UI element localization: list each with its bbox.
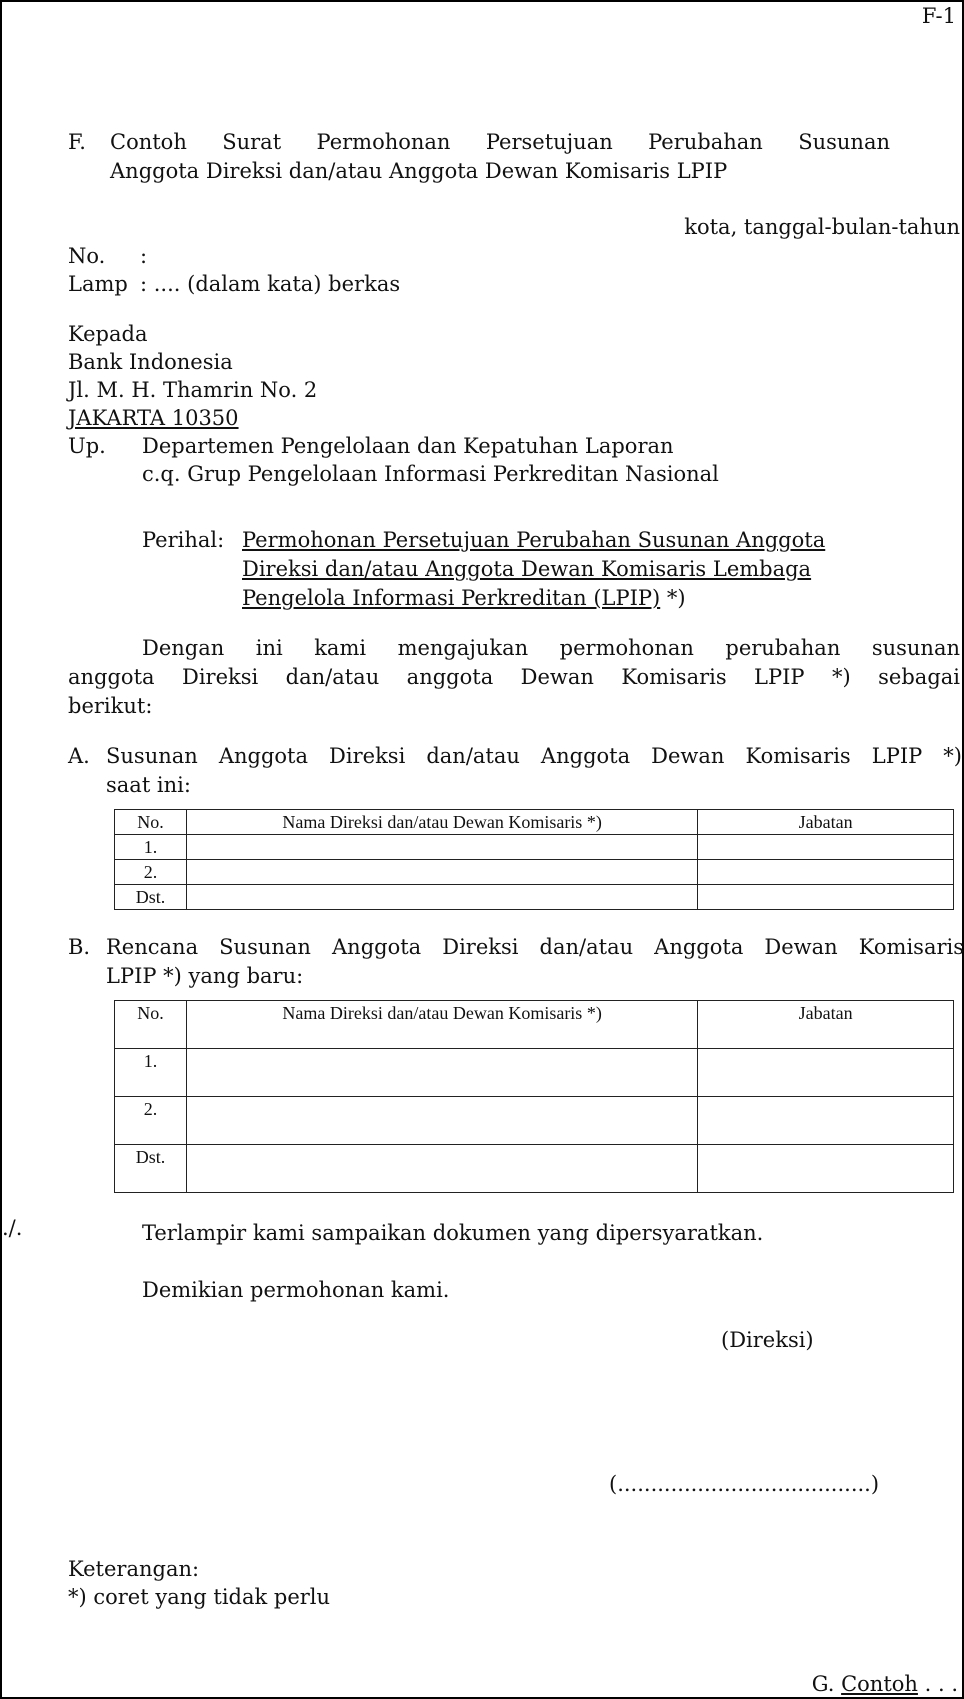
heading-letter: F. (68, 130, 86, 154)
recipient-city: JAKARTA 10350 (68, 406, 239, 430)
place-date: kota, tanggal-bulan-tahun (684, 215, 960, 239)
subject-label: Perihal: (142, 528, 225, 552)
subject-mark: *) (660, 586, 686, 610)
page-label: F-1 (921, 4, 956, 28)
subject-line-3: Pengelola Informasi Perkreditan (LPIP) (242, 586, 661, 610)
heading-line-1: Contoh Surat Permohonan Persetujuan Perubahan Susunan (110, 130, 890, 154)
subject-line-1: Permohonan Persetujuan Perubahan Susunan Anggota (242, 528, 826, 552)
current-board-table (114, 809, 954, 910)
table-header-row (115, 810, 954, 835)
row-number: Dst. (115, 1145, 187, 1193)
attached-text: Terlampir kami sampaikan dokumen yang dipersyaratkan. (142, 1221, 764, 1245)
position-cell[interactable] (698, 1097, 954, 1145)
row-number: 1. (115, 835, 187, 860)
row-number: 1. (115, 1049, 187, 1097)
signer: (Direksi) (721, 1328, 814, 1352)
table-row (115, 885, 954, 910)
table-row (115, 835, 954, 860)
section-b-line-2: LPIP *) yang baru: (106, 964, 304, 988)
recipient-cq: c.q. Grup Pengelolaan Informasi Perkreditan Nasional (142, 462, 719, 486)
header-name: Nama Direksi dan/atau Dewan Komisaris *) (186, 810, 697, 835)
position-cell[interactable] (698, 1145, 954, 1193)
attachment-label: Lamp (68, 272, 128, 296)
section-a-line-2: saat ini: (106, 773, 191, 797)
table-row (115, 1097, 954, 1145)
recipient-up-label: Up. (68, 434, 106, 458)
table-row (115, 1049, 954, 1097)
margin-mark: ./. (2, 1216, 23, 1240)
name-cell[interactable] (186, 860, 697, 885)
intro-line-3: berikut: (68, 694, 153, 718)
recipient-street: Jl. M. H. Thamrin No. 2 (68, 378, 318, 402)
header-name: Nama Direksi dan/atau Dewan Komisaris *) (186, 1001, 697, 1049)
header-no: No. (115, 810, 187, 835)
recipient-name: Bank Indonesia (68, 350, 233, 374)
subject-line-3-wrap (242, 584, 686, 612)
name-cell[interactable] (186, 835, 697, 860)
notes-label: Keterangan: (68, 1557, 200, 1581)
row-number: Dst. (115, 885, 187, 910)
recipient-up-value: Departemen Pengelolaan dan Kepatuhan Laporan (142, 434, 674, 458)
table-row (115, 1145, 954, 1193)
notes-text: *) coret yang tidak perlu (68, 1585, 331, 1609)
table-row (115, 860, 954, 885)
heading-line-2: Anggota Direksi dan/atau Anggota Dewan Komisaris LPIP (110, 159, 728, 183)
position-cell[interactable] (698, 885, 954, 910)
name-cell[interactable] (186, 1097, 697, 1145)
name-cell[interactable] (186, 1145, 697, 1193)
row-number: 2. (115, 860, 187, 885)
row-number: 2. (115, 1097, 187, 1145)
next-letter: G. (811, 1672, 835, 1696)
position-cell[interactable] (698, 1049, 954, 1097)
name-cell[interactable] (186, 1049, 697, 1097)
intro-line-2: anggota Direksi dan/atau anggota Dewan Komisaris LPIP *) sebagai (68, 665, 960, 689)
position-cell[interactable] (698, 860, 954, 885)
signature-line: (......................................) (609, 1472, 880, 1496)
section-b-letter: B. (68, 935, 91, 959)
closing-text: Demikian permohonan kami. (142, 1278, 450, 1302)
next-word: Contoh (841, 1672, 918, 1696)
name-cell[interactable] (186, 885, 697, 910)
attachment-value: : .... (dalam kata) berkas (140, 272, 401, 296)
table-header-row (115, 1001, 954, 1049)
header-position: Jabatan (698, 1001, 954, 1049)
section-a-line-1: Susunan Anggota Direksi dan/atau Anggota Dewan Komisaris LPIP *) (106, 744, 962, 768)
header-position: Jabatan (698, 810, 954, 835)
header-no: No. (115, 1001, 187, 1049)
next-dots: . . . (917, 1672, 958, 1696)
intro-line-1: Dengan ini kami mengajukan permohonan perubahan susunan (142, 636, 960, 660)
number-separator: : (140, 244, 148, 268)
next-section-pointer (812, 1670, 958, 1698)
position-cell[interactable] (698, 835, 954, 860)
number-label: No. (68, 244, 106, 268)
new-board-table (114, 1000, 954, 1193)
section-b-line-1: Rencana Susunan Anggota Direksi dan/atau Anggota Dewan Komisaris (106, 935, 964, 959)
subject-line-2: Direksi dan/atau Anggota Dewan Komisaris Lembaga (242, 557, 812, 581)
section-a-letter: A. (68, 744, 90, 768)
recipient-to: Kepada (68, 322, 148, 346)
